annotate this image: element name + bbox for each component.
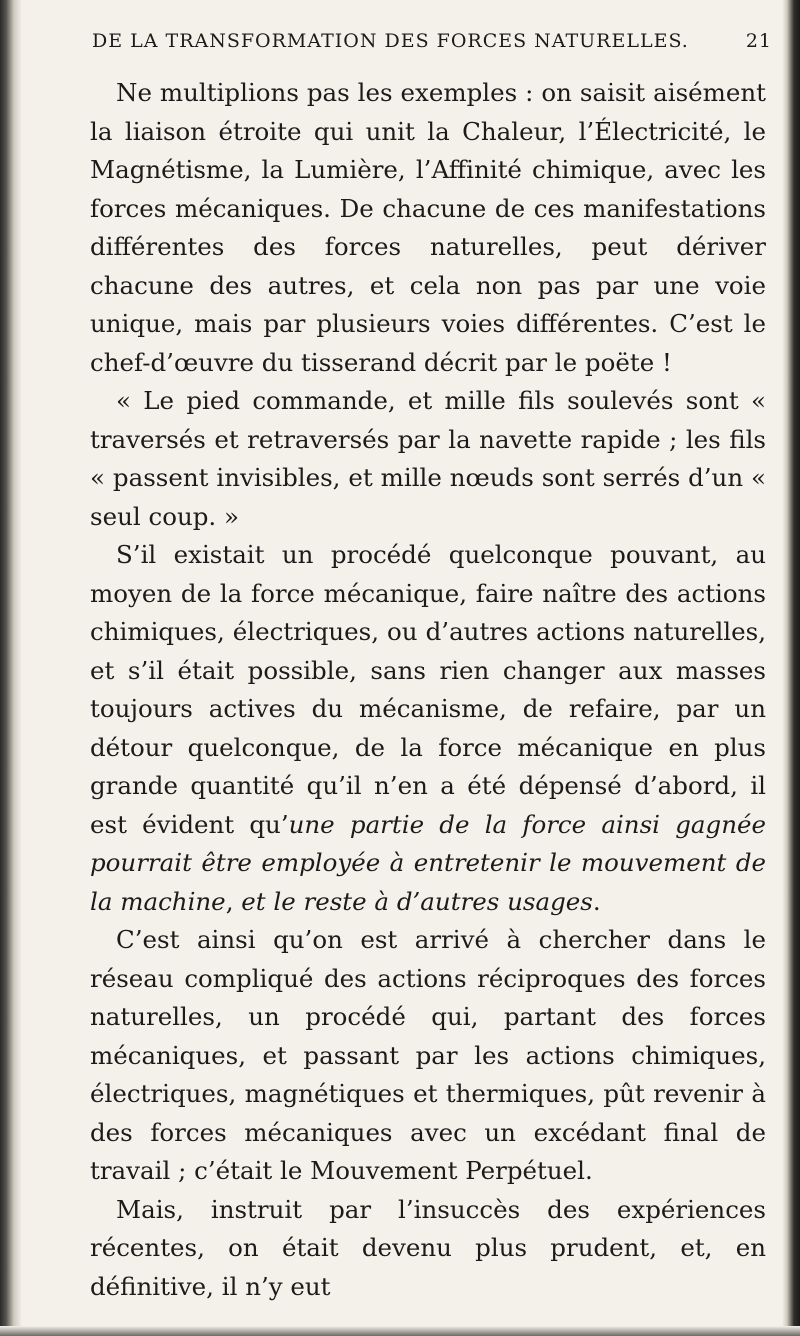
paragraph: C’est ainsi qu’on est arrivé à chercher dans le réseau compliqué des actions réciproques des forces naturelles, un procédé qui, partant des forces mécaniques, et passant par les actions chimiques, électriques, magnétiques et thermiques, pût revenir à des forces mécaniques avec un excédant final de travail ; c’était le Mouvement Perpétuel.: [90, 925, 766, 1185]
running-title: DE LA TRANSFORMATION DES FORCES NATURELLES.: [92, 30, 689, 52]
paragraph: [90, 536, 766, 921]
paragraph: Mais, instruit par l’insuccès des expériences récentes, on était devenu plus prudent, et, en définitive, il n’y eut: [90, 1194, 766, 1301]
emphasized-text: une partie de la force ainsi gagnée pourrait être employée à entretenir le mouvement de la machine: [90, 809, 766, 916]
paragraph-text: .: [592, 886, 601, 916]
page-bottom-shadow: [0, 1326, 800, 1336]
paragraph-text: ,: [225, 886, 242, 916]
running-header: [92, 30, 772, 52]
paragraph: Ne multiplions pas les exemples : on saisit aisément la liaison étroite qui unit la Chaleur, l’Électricité, le Magnétisme, la Lumière, l’Affinité chimique, avec les forces mécaniques. De chacune de ces manifestations différentes des forces naturelles, peut dériver chacune des autres, et cela non pas par une voie unique, mais par plusieurs voies différentes. C’est le chef-d’œuvre du tisserand décrit par le poëte !: [90, 78, 766, 377]
emphasized-text: et le reste à d’autres usages: [241, 886, 593, 916]
quoted-verse: « Le pied commande, et mille fils soulevés sont « traversés et retraversés par la navette rapide ; les fils « passent invisibles, et mille nœuds sont serrés d’un « seul coup. »: [90, 386, 766, 531]
page-edge-shadow: [782, 0, 800, 1336]
book-gutter-shadow: [0, 0, 22, 1336]
page-body: [90, 74, 766, 1306]
paragraph-text: S’il existait un procédé quelconque pouvant, au moyen de la force mécanique, faire naître des actions chimiques, électriques, ou d’autres actions naturelles, et s’il était possible, sans rien changer aux masses toujours actives du mécanisme, de refaire, par un détour quelconque, de la force mécanique en plus grande quantité qu’il n’en a été dépensé d’abord, il est évident qu’: [90, 540, 766, 839]
page-number: 21: [745, 30, 772, 52]
